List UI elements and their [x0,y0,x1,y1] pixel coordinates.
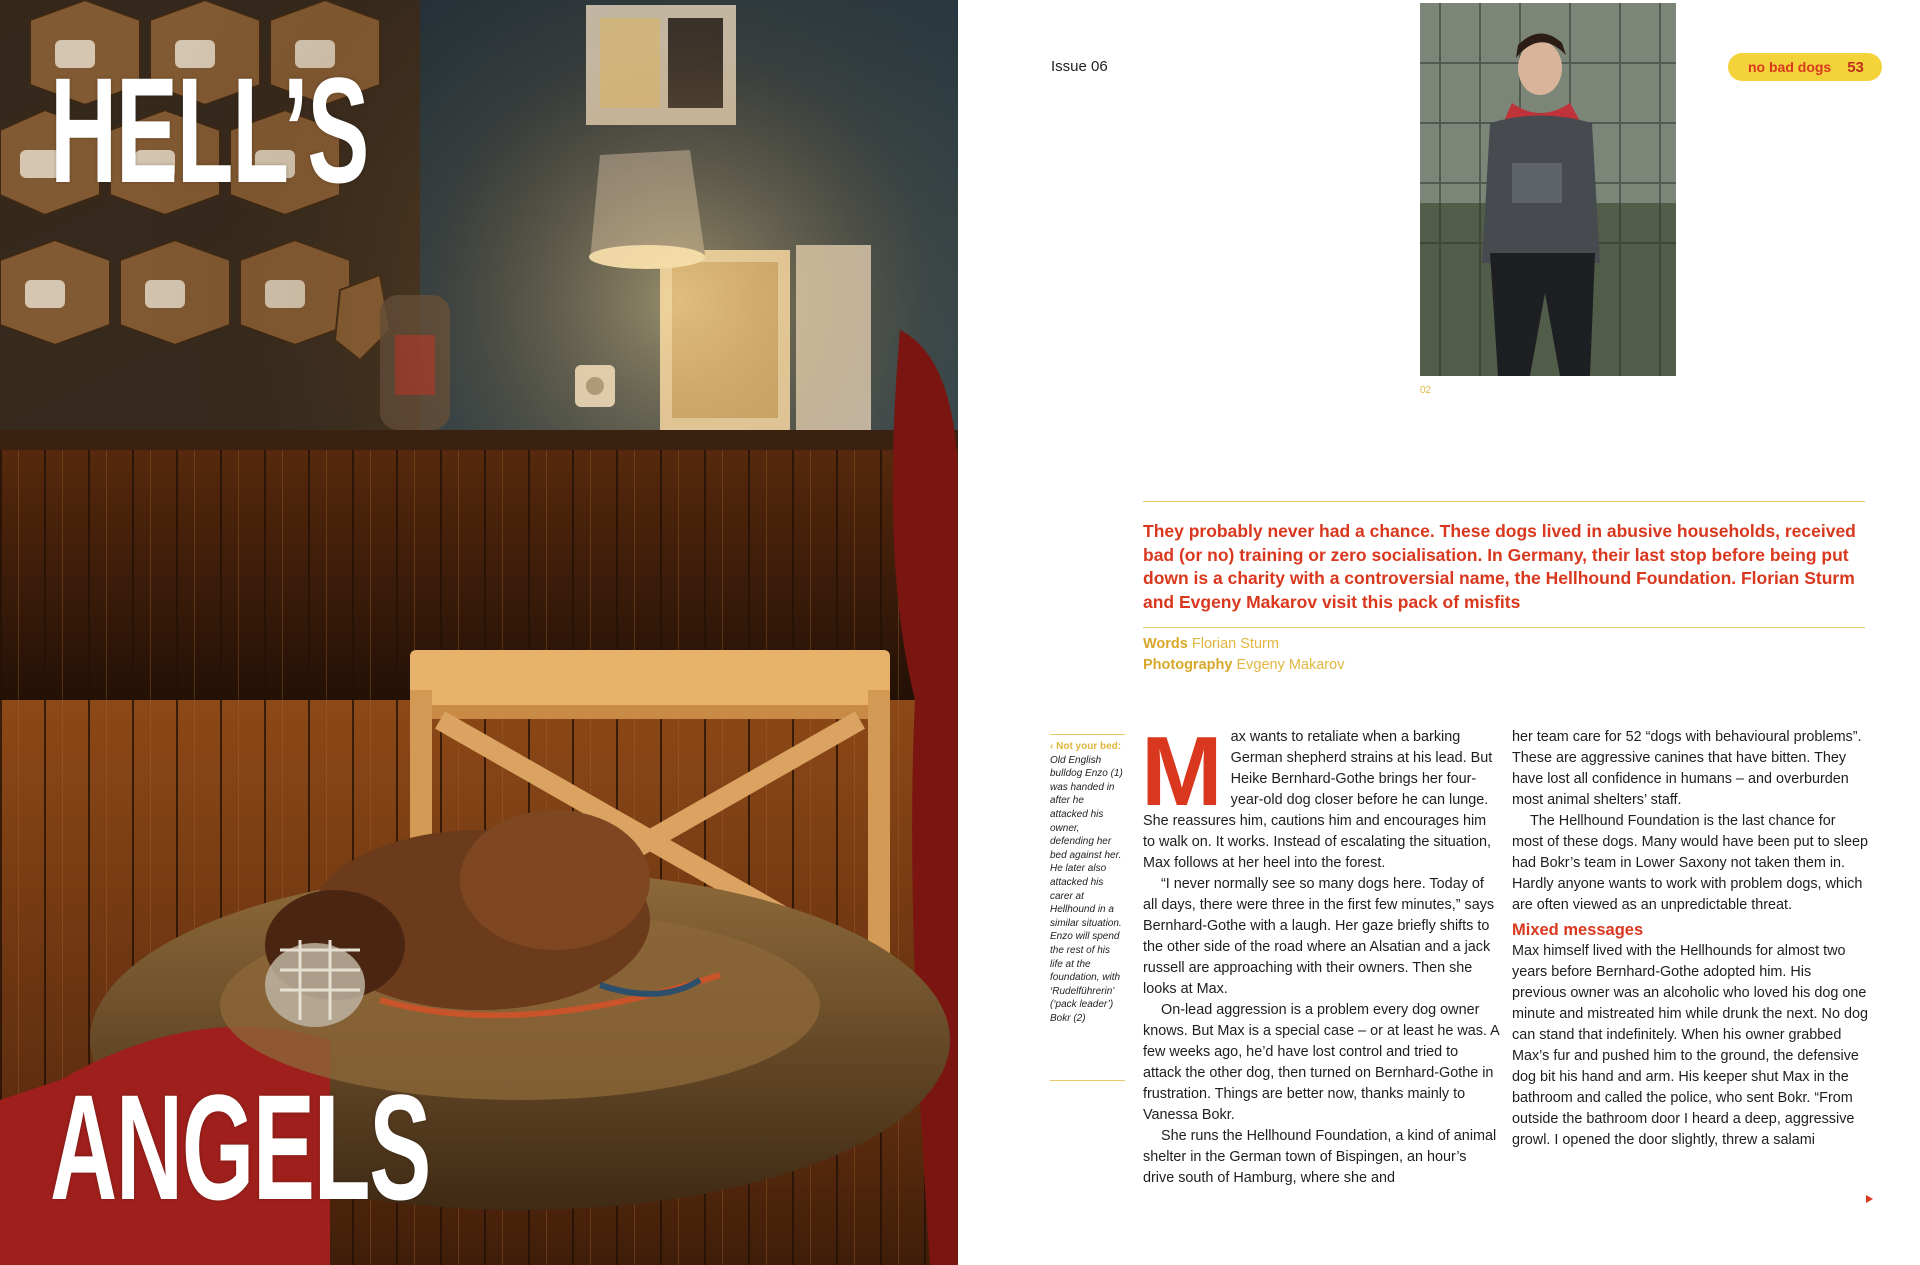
drop-cap: M [1141,716,1223,826]
body-paragraph-2: “I never normally see so many dogs here. Today of all days, there were three in the first few minutes,” says Bernhard-Gothe with a laugh. Her gaze briefly shifts to the other side of the road where an Alsatian and a jack russell are approaching with their owners. Then she looks at Max. [1143,876,1495,997]
section-folio-badge [1728,53,1882,81]
section-name: no bad dogs [1748,59,1832,75]
caption-bottom-rule [1050,1080,1125,1081]
standfirst-top-rule [1143,501,1865,502]
body-paragraph-4: She runs the Hellhound Foundation, a kind of animal shelter in the German town of Bispingen, an hour’s drive south of Hamburg, where she and [1143,1128,1497,1186]
continue-arrow-icon [1866,1195,1873,1203]
side-caption-text: Old English bulldog Enzo (1) was handed in after he attacked his owner, defending her bed against her. He later also attacked his carer at Hellhound in a similar situation. Enzo will spend the rest of his life at the foundation, with ‘Rudelführerin’ (‘pack leader’) Bokr (2) [1050,754,1123,1024]
standfirst: They probably never had a chance. These dogs lived in abusive households, received bad (or no) training or zero socialisation. In Germany, their last stop before being put down is a charity with a controversial name, the Hellhound Foundation. Florian Sturm and Evgeny Makarov visit this pack of misfits [1143,521,1856,612]
photo-caption-number: 02 [1420,385,1432,396]
side-caption [1050,740,1124,1025]
body-paragraph-1 [1141,716,1499,874]
writer-name: Florian Sturm [1191,636,1279,652]
body-column-1 [1141,716,1499,1189]
words-label: Words [1143,636,1188,652]
caption-top-rule [1050,734,1125,735]
page-number: 53 [1847,58,1864,76]
feature-photo [0,0,958,1265]
headline-line-2: ANGELS [50,1063,431,1231]
portrait-photo [1420,3,1676,376]
article-page [958,0,1920,1265]
byline [1143,634,1344,676]
body-paragraph-3: On-lead aggression is a problem every dog owner knows. But Max is a special case – or at least he was. A few weeks ago, he’d have lost control and tried to attack the other dog, then turned on Bernhard-Gothe in frustration. Things are better now, thanks mainly to Vanessa Bokr. [1143,1002,1499,1123]
photography-label: Photography [1143,657,1233,673]
body-column-2 [1512,727,1868,1151]
body-paragraph-1-text: ax wants to retaliate when a barking German shepherd strains at his lead. But Heike Bernhard-Gothe brings her four-year-old dog closer before he can lunge. She reassures him, cautions him and encourages him to walk on. It works. Instead of escalating the situation, Max follows at her heel into the forest. [1143,729,1493,871]
portrait-illustration [1420,3,1676,376]
body-paragraph-7: Max himself lived with the Hellhounds for almost two years before Bernhard-Gothe adopted him. His previous owner was an alcoholic who loved his dog one minute and mistreated him while drunk the next. No dog can stand that indefinitely. When his owner grabbed Max’s fur and pushed him to the ground, the defensive dog bit his hand and arm. His keeper shut Max in the bathroom and called the police, who sent Bokr. “From outside the bathroom door I heard a deep, aggressive growl. I opened the door slightly, threw a salami [1512,943,1868,1148]
standfirst-bottom-rule [1143,627,1865,628]
photographer-name: Evgeny Makarov [1236,657,1345,673]
headline-line-1: HELL’S [50,46,369,214]
subhead: Mixed messages [1512,921,1644,939]
body-paragraph-5: her team care for 52 “dogs with behavioural problems”. These are aggressive canines that have bitten. They have lost all confidence in humans – and overburden most animal shelters’ staff. [1512,729,1862,808]
body-paragraph-6: The Hellhound Foundation is the last chance for most of these dogs. Many would have been put to sleep had Bokr’s team in Lower Saxony not taken them in. Hardly anyone wants to work with problem dogs, which are often viewed as an unpredictable threat. [1512,813,1868,913]
issue-label: Issue 06 [1051,58,1108,75]
side-caption-lead: ‹ Not your bed: [1050,741,1122,752]
